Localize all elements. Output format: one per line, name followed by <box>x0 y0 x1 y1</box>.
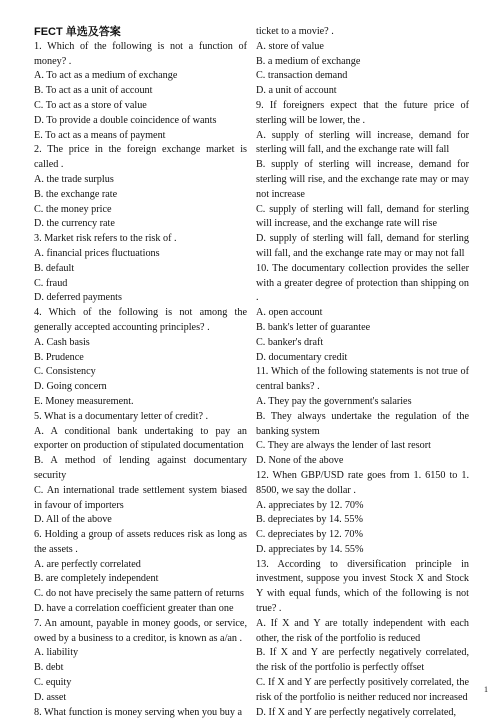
question-line: 7. An amount, payable in money goods, or service, owed by a business to a creditor, is known as a/an . <box>34 617 247 644</box>
option-line: B. debt <box>34 662 64 674</box>
question-line: 8. What function is money serving when you buy a <box>34 706 243 718</box>
question-line: ticket to a movie? . <box>256 26 334 37</box>
option-line: C. If X and Y are perfectly positively correlated, the risk of the portfolio is neither reduced nor increased <box>256 677 469 703</box>
option-line: C. banker's draft <box>256 336 324 348</box>
option-line: A. A conditional bank undertaking to pay an exporter on production of stipulated documentation <box>34 425 247 452</box>
option-line: B. a medium of exchange <box>256 55 361 67</box>
option-line: A. are perfectly correlated <box>34 558 141 570</box>
question-line: 4. Which of the following is not among the generally accepted accounting principles? . <box>34 307 247 333</box>
option-line: A. Cash basis <box>34 336 90 348</box>
option-line: C. do not have precisely the same pattern of returns <box>34 588 244 600</box>
option-line: A. appreciates by 12. 70% <box>256 499 364 511</box>
option-line: C. fraud <box>34 277 68 289</box>
option-line: A. financial prices fluctuations <box>34 247 160 259</box>
option-line: D. the currency rate <box>34 218 115 230</box>
left-column <box>34 25 247 720</box>
right-column <box>256 25 469 720</box>
option-line: C. depreciates by 12. 70% <box>256 529 363 541</box>
question-line: 13. According to diversification principle in investment, suppose you invest Stock X and Stock Y with equal funds, which of the following is not true? . <box>256 558 469 615</box>
option-line: D. asset <box>34 691 67 703</box>
option-line: D. If X and Y are perfectly negatively correlated, <box>256 706 457 718</box>
option-line: C. An international trade settlement system biased in favour of importers <box>34 484 247 511</box>
option-line: A. the trade surplus <box>34 173 114 185</box>
option-line: A. liability <box>34 647 79 659</box>
option-line: B. the exchange rate <box>34 188 118 200</box>
question-line: 5. What is a documentary letter of credit? . <box>34 410 209 422</box>
option-line: C. the money price <box>34 203 112 215</box>
option-line: C. To act as a store of value <box>34 99 147 111</box>
question-line: 2. The price in the foreign exchange market is called . <box>34 144 247 171</box>
question-line: 10. The documentary collection provides the seller with a greater degree of protection than shipping on . <box>256 262 469 304</box>
question-line: 6. Holding a group of assets reduces risk as long as the assets . <box>34 529 247 555</box>
page-number: 1 <box>484 685 488 694</box>
question-line: 3. Market risk refers to the risk of . <box>34 233 177 245</box>
option-line: D. deferred payments <box>34 292 122 304</box>
option-line: E. Money measurement. <box>34 395 134 407</box>
option-line: D. have a correlation coefficient greater than one <box>34 603 234 615</box>
question-line: 9. If foreigners expect that the future price of sterling will be lower, the . <box>256 99 469 126</box>
option-line: C. Consistency <box>34 366 96 378</box>
option-line: B. Prudence <box>34 351 84 363</box>
option-line: E. To act as a means of payment <box>34 129 166 141</box>
option-line: B. If X and Y are perfectly negatively correlated, the risk of the portfolio is perfectly offset <box>256 647 469 674</box>
question-line: 12. When GBP/USD rate goes from 1. 6150 to 1. 8500, we say the dollar . <box>256 469 469 496</box>
option-line: D. None of the above <box>256 455 344 467</box>
option-line: A. If X and Y are totally independent with each other, the risk of the portfolio is reduced <box>256 617 469 644</box>
left-lines <box>34 40 247 720</box>
option-line: C. transaction demand <box>256 70 348 82</box>
option-line: B. A method of lending against documentary security <box>34 455 247 481</box>
option-line: B. They always undertake the regulation of the banking system <box>256 410 469 437</box>
option-line: B. default <box>34 262 75 274</box>
option-line: B. depreciates by 14. 55% <box>256 514 363 526</box>
option-line: A. They pay the government's salaries <box>256 395 412 407</box>
option-line: B. supply of sterling will increase, demand for sterling will rise, and the exchange rate may or may not increase <box>256 159 469 200</box>
option-line: A. open account <box>256 307 323 319</box>
option-line: D. All of the above <box>34 514 112 526</box>
question-line: 11. Which of the following statements is not true of central banks? . <box>256 366 469 393</box>
question-line: 1. Which of the following is not a function of money? . <box>34 40 247 67</box>
option-line: B. are completely independent <box>34 573 159 585</box>
option-line: C. supply of sterling will fall, demand for sterling will increase, and the exchange rate will rise <box>256 203 469 230</box>
document-title: FECT 单选及答案 <box>34 26 121 38</box>
option-line: D. supply of sterling will fall, demand for sterling will fall, and the exchange rate may or may not fall <box>256 233 469 259</box>
option-line: B. To act as a unit of account <box>34 85 153 97</box>
option-line: A. store of value <box>256 40 324 52</box>
option-line: D. To provide a double coincidence of wants <box>34 114 217 126</box>
option-line: D. documentary credit <box>256 351 348 363</box>
option-line: D. a unit of account <box>256 85 337 97</box>
option-line: C. They are always the lender of last resort <box>256 440 431 452</box>
option-line: A. supply of sterling will increase, demand for sterling will fall, and the exchange rate will fall <box>256 129 469 156</box>
option-line: A. To act as a medium of exchange <box>34 70 178 82</box>
option-line: B. bank's letter of guarantee <box>256 321 371 333</box>
option-line: D. appreciates by 14. 55% <box>256 543 364 555</box>
option-line: D. Going concern <box>34 381 107 393</box>
option-line: C. equity <box>34 677 72 689</box>
